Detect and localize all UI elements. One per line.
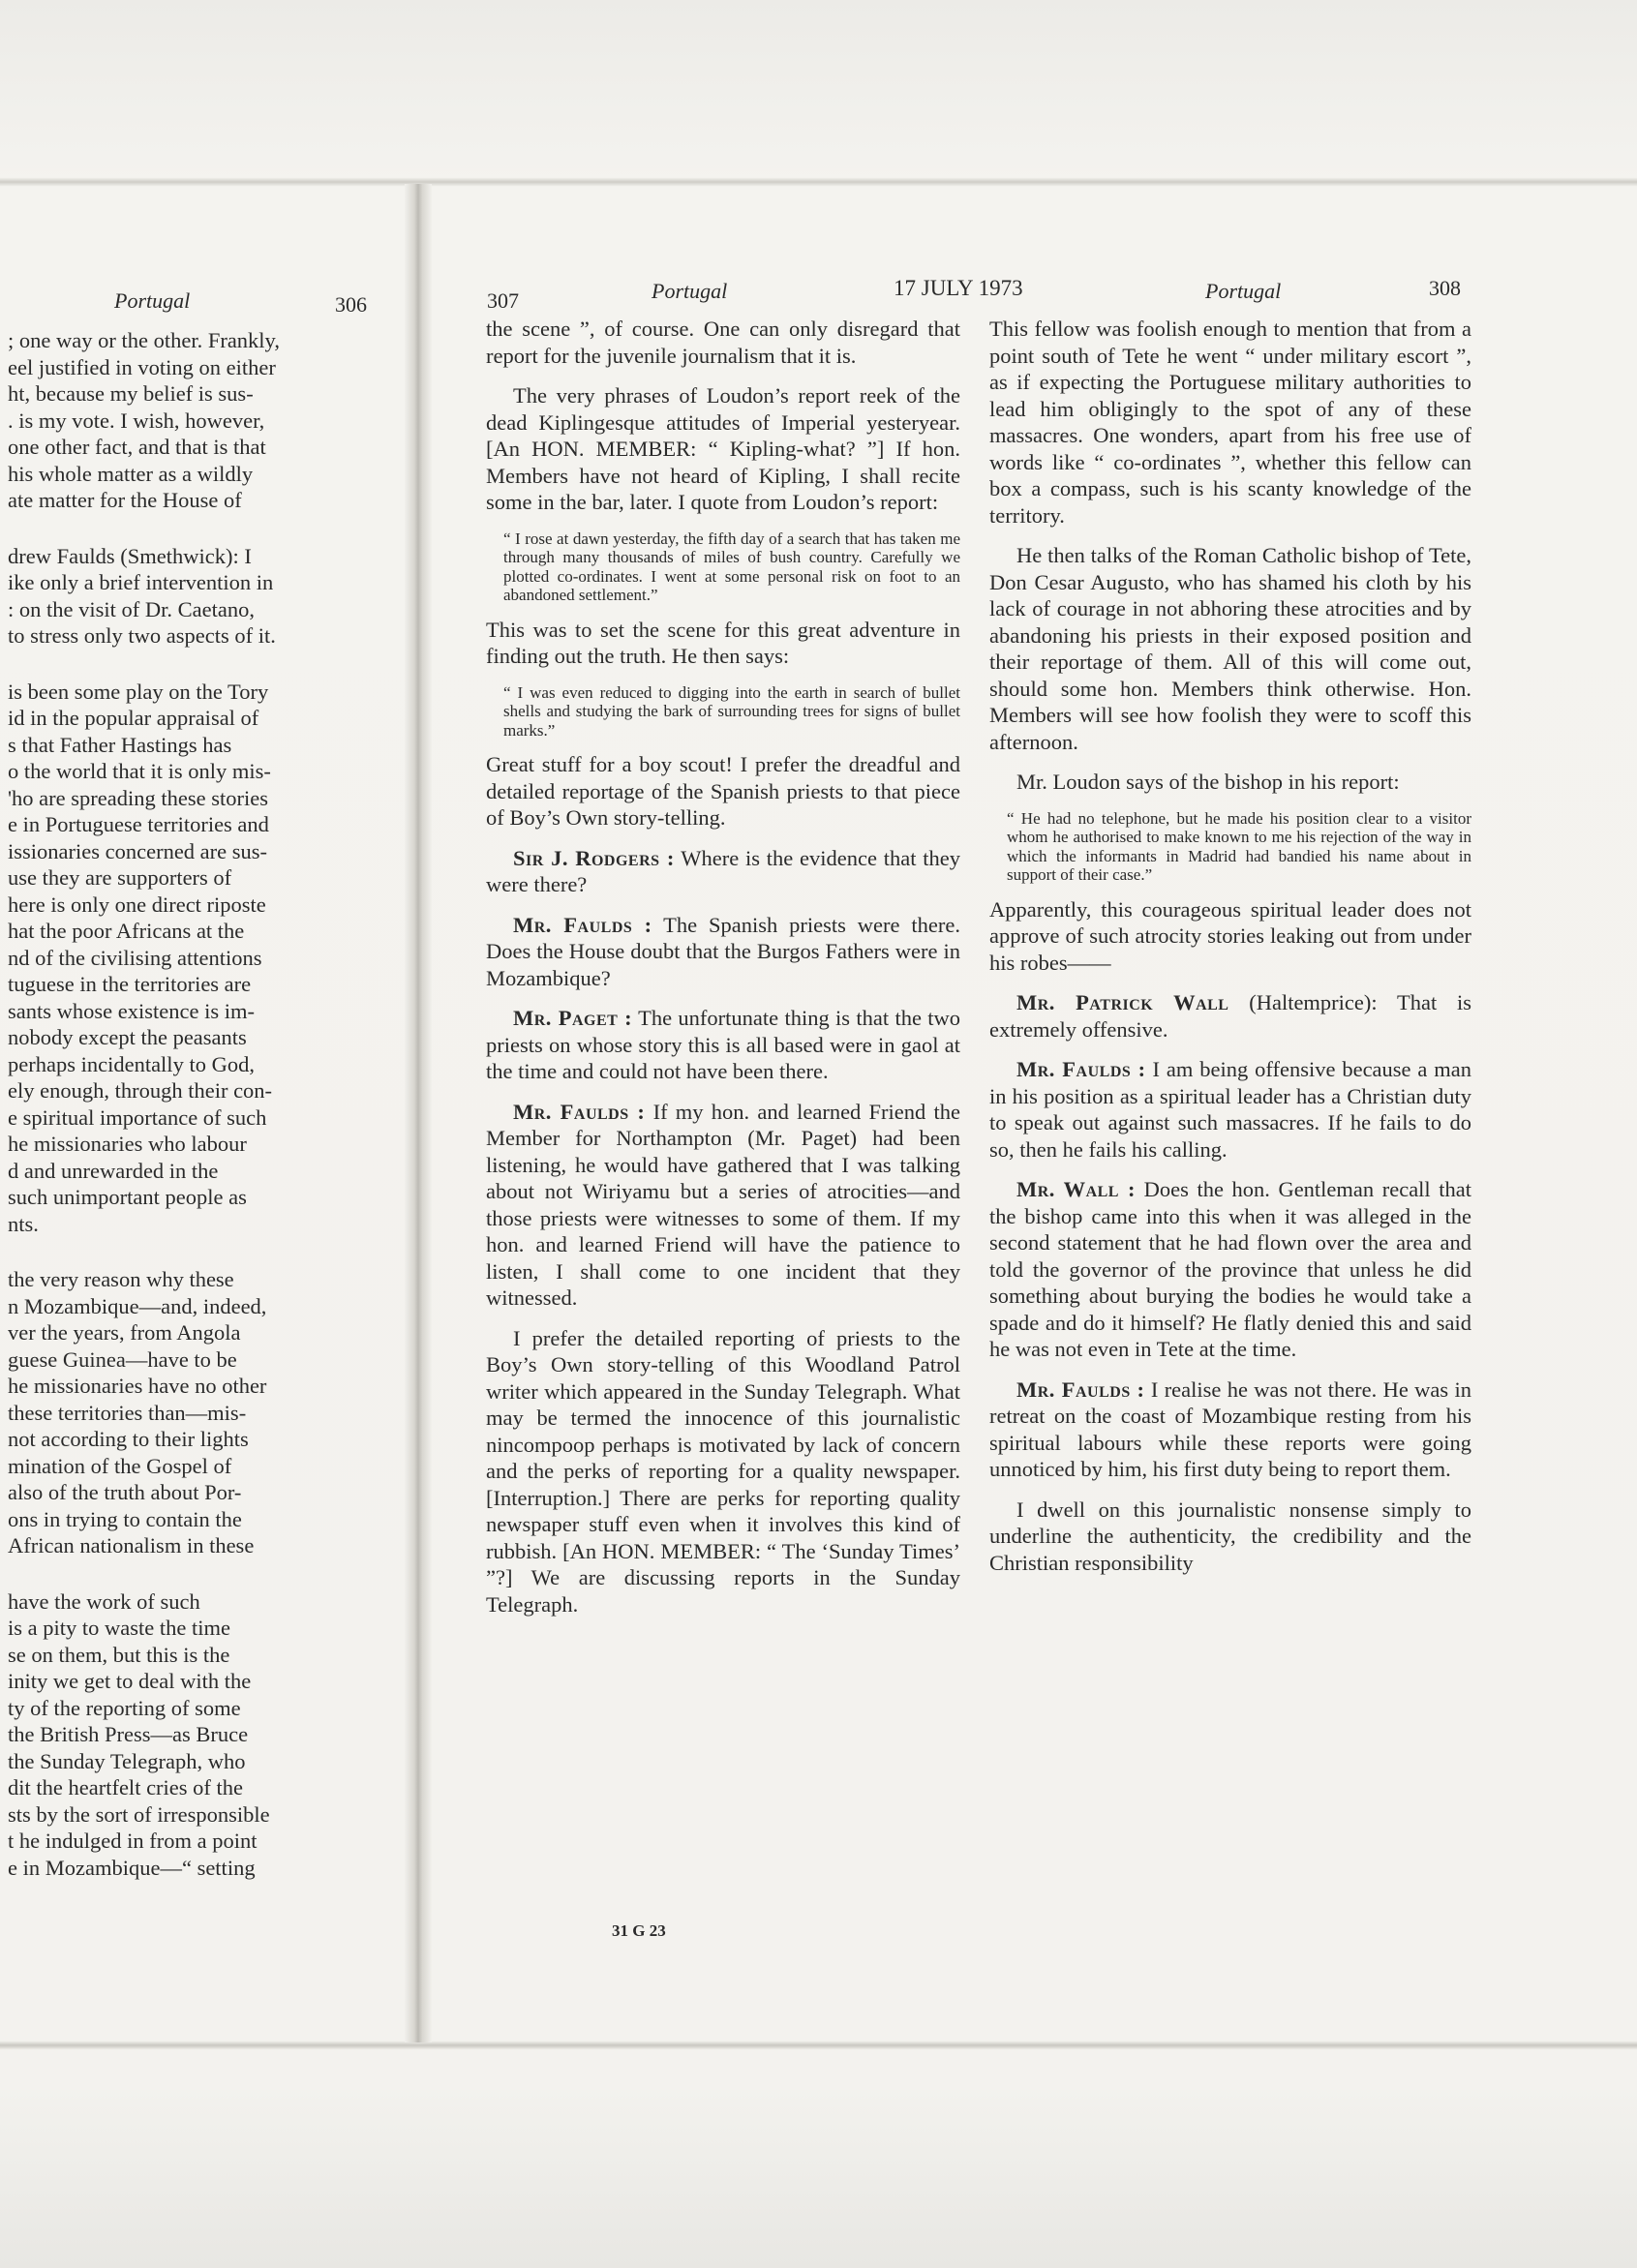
paragraph: Great stuff for a boy scout! I prefer the dreadful and detailed reportage of the Spanish priests to that piece of Boy’s Own story-telling. — [486, 752, 960, 830]
column-307 — [486, 316, 960, 1631]
text-line: not according to their lights — [8, 1427, 249, 1451]
text-line: ver the years, from Angola — [8, 1320, 241, 1345]
speaker-name: Mr. Paget : — [513, 1006, 633, 1030]
text-line: African nationalism in these — [8, 1533, 255, 1557]
speech-paragraph — [989, 1176, 1471, 1363]
text-line: the British Press—as Bruce — [8, 1722, 249, 1746]
text-line: sants whose existence is im- — [8, 998, 255, 1023]
bottom-fold — [0, 2041, 1637, 2050]
text-line: ate matter for the House of — [8, 488, 242, 512]
left-page-column — [8, 327, 372, 1910]
paragraph: I dwell on this journalistic nonsense simply to underline the authenticity, the credibility and the Christian responsibility — [989, 1497, 1471, 1575]
quotation: “ I was even reduced to digging into the earth in search of bullet shells and studying the bark of surrounding trees for signs of bullet marks.” — [503, 682, 960, 740]
text-line: se on them, but this is the — [8, 1642, 230, 1667]
text-line: he missionaries have no other — [8, 1374, 267, 1398]
text-line: one other fact, and that is that — [8, 435, 266, 459]
speech-text: I am being offensive because a man in his position as a spiritual leader has a Christian duty to speak out against such massacres. If he fails to do so, then he fails his calling. — [989, 1057, 1472, 1162]
paragraph: This fellow was foolish enough to mention that from a point south of Tete he went “ under military escort ”, as if expecting the Portuguese military authorities to lead him obligingly to the spot of any of these massacres. One wonders, apart from his free use of words like “ co-ordinates ”, whether this fellow can box a compass, such is his scanty knowledge of the territory. — [989, 317, 1471, 528]
left-paragraph — [8, 543, 372, 650]
speech-paragraph — [989, 1056, 1471, 1163]
text-line: guese Guinea—have to be — [8, 1346, 237, 1372]
page-number-308: 308 — [1429, 276, 1461, 300]
left-paragraph — [8, 1266, 372, 1559]
text-line: such unimportant people as — [8, 1185, 247, 1209]
left-header-page: 306 — [335, 292, 367, 317]
speech-text: If my hon. and learned Friend the Member for Northampton (Mr. Paget) had been listening, he would have gathered that I was talking about not Wiriyamu but a series of atrocities—and those priests were witnesses to some of them. If my hon. and learned Friend will have the patience to listen, I shall come to one incident that they witnessed. — [486, 1099, 961, 1310]
page-gutter — [405, 184, 432, 2042]
text-line: e in Portuguese territories and — [8, 812, 269, 836]
speech-paragraph — [486, 1005, 960, 1085]
text-line: ht, because my belief is sus- — [8, 381, 254, 406]
speech-paragraph — [486, 845, 960, 898]
left-header-title: Portugal — [114, 288, 191, 313]
speech-text: Where is the evidence that they were there? — [486, 845, 961, 896]
speaker-name: Mr. Wall : — [1016, 1177, 1137, 1201]
printer-code: 31 G 23 — [612, 1921, 666, 1940]
speaker-name: Mr. Faulds : — [513, 912, 652, 937]
speech-text: The unfortunate thing is that the two priests on whose story this is all based were in gaol at the time and could not have been there. — [486, 1006, 961, 1083]
paragraph: Mr. Loudon says of the bishop in his report: — [1016, 770, 1400, 794]
column-308 — [989, 316, 1471, 1589]
left-paragraph — [8, 679, 372, 1238]
text-line: perhaps incidentally to God, — [8, 1051, 255, 1076]
constituency: (Haltemprice): — [1249, 990, 1378, 1014]
text-line: ely enough, through their con- — [8, 1078, 273, 1103]
left-paragraph — [8, 1588, 372, 1882]
speech-paragraph — [486, 912, 960, 992]
paragraph: The very phrases of Loudon’s report reek of the dead Kiplingesque attitudes of Imperial yesteryear. [An HON. MEMBER: “ Kipling-what? ”] If hon. Members have not heard of Kipling, I shall recite some in the bar, later. I quote from Loudon’s report: — [486, 383, 960, 514]
speaker-name: Mr. Faulds : — [1016, 1376, 1145, 1402]
text-line: ; one way or the other. Frankly, — [8, 328, 280, 352]
speech-text: The Spanish priests were there. Does the House doubt that the Burgos Fathers were in Mozambique? — [486, 912, 960, 990]
text-line: s that Father Hastings has — [8, 732, 232, 757]
text-line: the Sunday Telegraph, who — [8, 1748, 246, 1773]
speaker-name: Mr. Patrick Wall — [1016, 990, 1229, 1014]
quotation: “ He had no telephone, but he made his position clear to a visitor whom he authorised to make known to me his rejection of the way in which the informants in Madrid had bandied his name about in support of their case.” — [1007, 808, 1471, 884]
text-line: also of the truth about Por- — [8, 1480, 242, 1504]
text-line: he missionaries who labour — [8, 1132, 247, 1156]
text-line: n Mozambique—and, indeed, — [8, 1293, 267, 1318]
text-line: t he indulged in from a point — [8, 1829, 258, 1853]
speaker-name: Sir J. Rodgers : — [513, 845, 675, 870]
paragraph: This was to set the scene for this great adventure in finding out the truth. He then says: — [486, 617, 960, 668]
text-line: nd of the civilising attentions — [8, 945, 262, 970]
text-line: ty of the reporting of some — [8, 1695, 241, 1720]
text-line: 'ho are spreading these stories — [8, 785, 268, 810]
text-line: . is my vote. I wish, however, — [8, 408, 265, 433]
text-line: is a pity to waste the time — [8, 1616, 230, 1640]
text-line: tuguese in the territories are — [8, 972, 252, 996]
text-line: : on the visit of Dr. Caetano, — [8, 596, 255, 621]
text-line: d and unrewarded in the — [8, 1158, 219, 1183]
speech-text: Does the hon. Gentleman recall that the bishop came into this when it was alleged in the second statement that he had flown over the area and told the governor of the province that unless he did something about burying the bodies he would take a spade and do it himself? He flatly denied this and said he was not even in Tete at the time. — [989, 1177, 1471, 1361]
header-date: 17 JULY 1973 — [894, 276, 1023, 300]
text-line: these territories than—mis- — [8, 1400, 247, 1425]
text-line: have the work of such — [8, 1588, 200, 1614]
text-line: ons in trying to contain the — [8, 1506, 242, 1531]
text-line: id in the popular appraisal of — [8, 706, 259, 730]
paragraph: I prefer the detailed reporting of priests to the Boy’s Own story-telling of this Woodland Patrol writer which appeared in the Sunday Telegraph. What may be termed the innocence of this journalistic nincompoop perhaps is motivated by lack of concern and the perks of reporting for a quality newspaper. [Interruption.] There are perks for reporting quality newspaper stuff even when it involves this kind of rubbish. [An HON. MEMBER: “ The ‘Sunday Times’ ”?] We are discussing reports in the Sunday Telegraph. — [486, 1325, 960, 1617]
page-number-307: 307 — [487, 288, 519, 313]
text-line: hat the poor Africans at the — [8, 919, 245, 943]
speech-text: I realise he was not there. He was in retreat on the coast of Mozambique resting from his spiritual labours while these reports were going unnoticed by him, his first duty being to report them. — [989, 1376, 1471, 1481]
top-fold — [0, 177, 1637, 187]
text-line: nts. — [8, 1211, 39, 1236]
speech-paragraph — [486, 1099, 960, 1312]
text-line: o the world that it is only mis- — [8, 759, 271, 783]
text-line: e spiritual importance of such — [8, 1104, 267, 1130]
text-line: the very reason why these — [8, 1267, 234, 1291]
paragraph: Apparently, this courageous spiritual leader does not approve of such atrocity stories leaking out from under his robes—— — [989, 896, 1471, 975]
text-line: here is only one direct riposte — [8, 892, 266, 917]
quotation: “ I rose at dawn yesterday, the fifth day of a search that has taken me through many thousands of miles of bush country. Carefully we plotted co-ordinates. I went at some personal risk on foot to an abandoned settlement.” — [503, 529, 960, 604]
speech-paragraph — [989, 989, 1471, 1043]
text-line: dit the heartfelt cries of the — [8, 1775, 244, 1799]
paragraph: the scene ”, of course. One can only disregard that report for the juvenile journalism that it is. — [486, 317, 960, 368]
text-line: drew Faulds (Smethwick): I — [8, 543, 252, 568]
speech-paragraph — [989, 1376, 1471, 1483]
text-line: eel justified in voting on either — [8, 354, 276, 379]
text-line: e in Mozambique—“ setting — [8, 1855, 256, 1880]
text-line: nobody except the peasants — [8, 1025, 247, 1049]
text-line: ike only a brief intervention in — [8, 570, 274, 594]
speaker-name: Mr. Faulds : — [1016, 1057, 1146, 1081]
speech-text: That is extremely offensive. — [989, 990, 1471, 1042]
text-line: is been some play on the Tory — [8, 679, 269, 704]
text-line: mination of the Gospel of — [8, 1453, 232, 1478]
text-line: use they are supporters of — [8, 865, 232, 890]
header-title-portugal-1: Portugal — [652, 279, 728, 303]
text-line: inity we get to deal with the — [8, 1669, 252, 1693]
text-line: to stress only two aspects of it. — [8, 623, 276, 648]
text-line: sts by the sort of irresponsible — [8, 1801, 270, 1827]
left-paragraph — [8, 327, 372, 514]
paragraph: He then talks of the Roman Catholic bishop of Tete, Don Cesar Augusto, who has shamed his cloth by his lack of courage in not abhoring these atrocities and by abandoning his priests in their exposed position and their reportage of them. All of this will come out, should some hon. Members think otherwise. Hon. Members will see how foolish they were to scoff this afternoon. — [989, 543, 1471, 754]
text-line: issionaries concerned are sus- — [8, 838, 268, 863]
text-line: his whole matter as a wildly — [8, 461, 254, 486]
header-title-portugal-2: Portugal — [1205, 279, 1282, 303]
speaker-name: Mr. Faulds : — [513, 1099, 646, 1124]
